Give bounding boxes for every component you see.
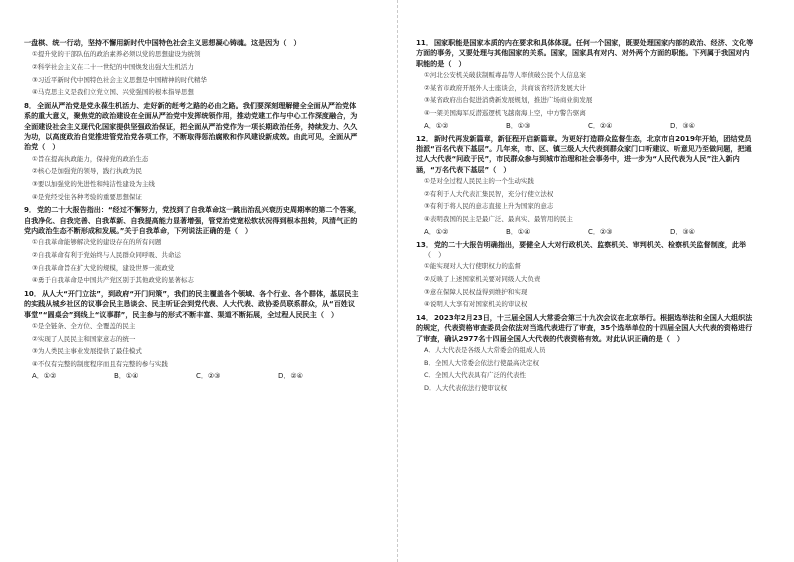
question-8-text: 全面从严治党是党永葆生机活力、走好新的赶考之路的必由之路。我们要深刻理解健全全面从严治党体系的重大意义，聚焦党的政治建设在全面从严治党中发挥统领作用，推动党建工作与中心工作深度融合，为全面建设社会主义现代化国家提供坚强政治保证，把全面从严治党作为一项长期政治任务，持续发力、久久为功，以高度政治自觉推进管党治党各项工作，不断取得惩治腐败和作风建设新成效。由此可见，全面从严治党（ ） <box>24 100 358 152</box>
answer-choice-d[interactable]: D．②④ <box>278 372 303 381</box>
answer-choice-b[interactable]: B．①④ <box>506 227 531 236</box>
answer-choice-c[interactable]: C．②③ <box>588 227 613 236</box>
question-11-answer-choices <box>416 120 754 132</box>
right-column <box>416 38 754 396</box>
question-14-option-a[interactable]: A．人大代表是各级人大常委会的组成人员 <box>424 346 546 354</box>
question-13-text: 党的二十大报告明确指出，要健全人大对行政机关、监察机关、审判机关、检察机关监督制度，此举 <box>433 239 747 249</box>
question-8-option: ②核心是加强党的领导，践行执政为民 <box>32 167 142 176</box>
question-13-stem <box>416 240 754 250</box>
question-9-option: ④勇于自我革命是中国共产党区别于其他政党的显著标志 <box>32 276 194 285</box>
question-9 <box>24 205 362 287</box>
question-11-option: ③某省政府出台促进消费新发展规划，推进广场商业街发展 <box>424 96 593 105</box>
question-8 <box>24 101 362 203</box>
question-7-continued <box>24 38 362 99</box>
question-13-option: ③意在保障人民权益得到维护和实现 <box>424 287 528 296</box>
answer-choice-a[interactable]: A．①② <box>424 121 449 130</box>
question-14-option-d[interactable]: D．人大代表依法行使审议权 <box>424 383 508 392</box>
question-13-number: 13． <box>416 239 433 249</box>
question-7-option: ①提升党的干部队伍的政治素养必须以党的思想建设为统领 <box>32 50 201 59</box>
question-10 <box>24 289 362 383</box>
question-11-option: ④一架美国海军反潜巡逻机飞越南海上空，中方警告驱离 <box>424 109 586 117</box>
question-9-number: 9． <box>24 205 37 215</box>
answer-choice-a[interactable]: A．①② <box>424 227 449 236</box>
question-12-stem <box>416 134 754 176</box>
question-14-text: 2023年2月23日，十三届全国人大常委会第三十九次会议在北京举行。根据选举法和全国人大组织法的规定，代表资格审查委员会依法对当选代表进行了审查，35个选举单位的十四届全国人大代表的资格进行了审查，确认2977名十四届全国人大代表的代表资格有效。对此认识正确的是（ ） <box>416 312 753 343</box>
question-9-option: ①自我革命能够解决党的建设存在的所有问题 <box>32 238 162 247</box>
question-13-option: ①能实现对人大行使职权力的监督 <box>424 262 521 271</box>
question-11-number: 11． <box>416 38 433 47</box>
page-seam-divider <box>397 0 398 562</box>
question-12-text: 新时代再发新篇章，新征程开启新篇章。为更好打造群众监督生态，北京市自2019年开始，团结党员指派“百名代表下基层”。几年来，市、区、镇三级人大代表到群众家门口听建议、听意见乃至做问题，把通过人大代表“问政于民”，市民群众参与到城市治理和社会事务中，进一步为“人民代表为人民”注入新内涵，“万名代表下基层”（ ） <box>416 133 752 174</box>
question-10-option: ①是全链条、全方位、全覆盖的民主 <box>32 322 136 330</box>
question-14-option-c[interactable]: C．全国人大代表具有广泛的代表性 <box>424 371 527 380</box>
answer-choice-c[interactable]: C．②③ <box>196 372 221 381</box>
question-13 <box>416 240 754 311</box>
answer-choice-b[interactable]: B．①③ <box>506 121 531 130</box>
question-10-number: 10． <box>24 288 41 298</box>
question-8-option: ④是党经受住各种考验的重要思想保证 <box>32 192 142 201</box>
answer-choice-d[interactable]: D．③④ <box>670 121 695 130</box>
question-10-answer-choices <box>24 370 362 382</box>
answer-choice-a[interactable]: A．①② <box>32 372 57 381</box>
question-7-stem-continued: 一盘棋、统一行动，坚持不懈用新时代中国特色社会主义思想凝心铸魂。这是因为（ ） <box>24 38 301 47</box>
question-7-option: ④马克思主义是我们立党立国、兴党强国的根本指导思想 <box>32 88 194 97</box>
question-9-option: ③自我革命旨在扩大党的规模，建设世界一流政党 <box>32 263 175 272</box>
question-12-option: ①是对全过程人民民主的一个生动实践 <box>424 177 534 186</box>
question-7-option: ②科学社会主义在二十一世纪的中国焕发出强大生机活力 <box>32 63 194 71</box>
answer-choice-d[interactable]: D．③④ <box>670 227 695 236</box>
question-9-stem <box>24 205 362 236</box>
question-10-stem <box>24 289 362 320</box>
question-11 <box>416 38 754 132</box>
question-12-answer-choices <box>416 226 754 238</box>
question-8-stem <box>24 101 362 153</box>
question-8-number: 8． <box>24 100 37 110</box>
question-13-option: ④说明人大享有对国家机关的审议权 <box>424 300 528 309</box>
question-8-option: ③要以加强党的先进性和纯洁性建设为主线 <box>32 180 155 188</box>
question-12 <box>416 134 754 238</box>
question-11-option: ①河北公安机关破获制贩毒品等人率侦破公民个人信息案 <box>424 71 586 80</box>
question-11-option: ②某省市政府开展外人士座谈会，共商该省经济发展大计 <box>424 83 586 92</box>
question-12-option: ④表明我国的民主是最广泛、最真实、最管用的民主 <box>424 215 573 223</box>
question-10-option: ③为人类民主事业发展提供了最佳模式 <box>32 347 142 356</box>
question-14 <box>416 313 754 395</box>
question-9-text: 党的二十大报告指出：“经过不懈努力，党找到了自我革命这一跳出治乱兴衰历史周期率的第二个答案，自我净化、自我完善、自我革新、自我提高能力显著增强，管党治党宽松软状况得到根本扭转，风清气正的党内政治生态不断形成和发展。”关于自我革命，下列说法正确的是（ ） <box>24 205 361 235</box>
question-12-option: ③有利于将人民的意志直接上升为国家的意志 <box>424 202 554 211</box>
question-13-blank: （ ） <box>424 250 446 259</box>
question-8-option: ①旨在提高执政能力，保持党的政治生态 <box>32 154 149 163</box>
answer-choice-c[interactable]: C．②④ <box>588 121 613 130</box>
question-10-text: 从人大“开门立法”，到政府“开门问策”，我们的民主覆盖各个领域、各个行业、各个群体，基层民主的实践从城乡社区的议事会民主恳谈会、民主听证会到党代表、人大代表、政协委员联系群众，从“百姓议事堂”“圆桌会”到线上“议事群”，民主参与的形式不断丰富、渠道不断拓展，全过程人民民主（ ） <box>24 288 359 319</box>
question-11-stem <box>416 38 754 69</box>
answer-choice-b[interactable]: B．①④ <box>114 372 139 381</box>
question-14-number: 14． <box>416 312 433 322</box>
question-9-option: ②自我革命有利于党始终与人民群众同呼吸、共命运 <box>32 251 181 259</box>
question-13-option: ②反映了上述国家机关要对同级人大负责 <box>424 275 541 283</box>
question-7-option: ③习近平新时代中国特色社会主义思想是中国精神的时代精华 <box>32 75 207 84</box>
question-11-text: 国家职能是国家本质的内在要求和具体体现。任何一个国家，既要处理国家内部的政治、经济、文化等方面的事务，又要处理与其他国家的关系。国家，国家具有对内、对外两个方面的职能。下列属于我国对内职能的是（ ） <box>416 38 754 68</box>
question-12-number: 12． <box>416 133 433 143</box>
left-column <box>24 38 362 384</box>
question-14-stem <box>416 313 754 344</box>
question-12-option: ②有利于人大代表汇集民智，充分行使立法权 <box>424 189 554 198</box>
question-10-option: ④不仅有完整的制度程序而且有完整的参与实践 <box>32 359 168 368</box>
question-14-option-b[interactable]: B．全国人大常委会依法行使最高决定权 <box>424 358 539 367</box>
question-10-option: ②实现了人民民主和国家意志的统一 <box>32 334 136 343</box>
